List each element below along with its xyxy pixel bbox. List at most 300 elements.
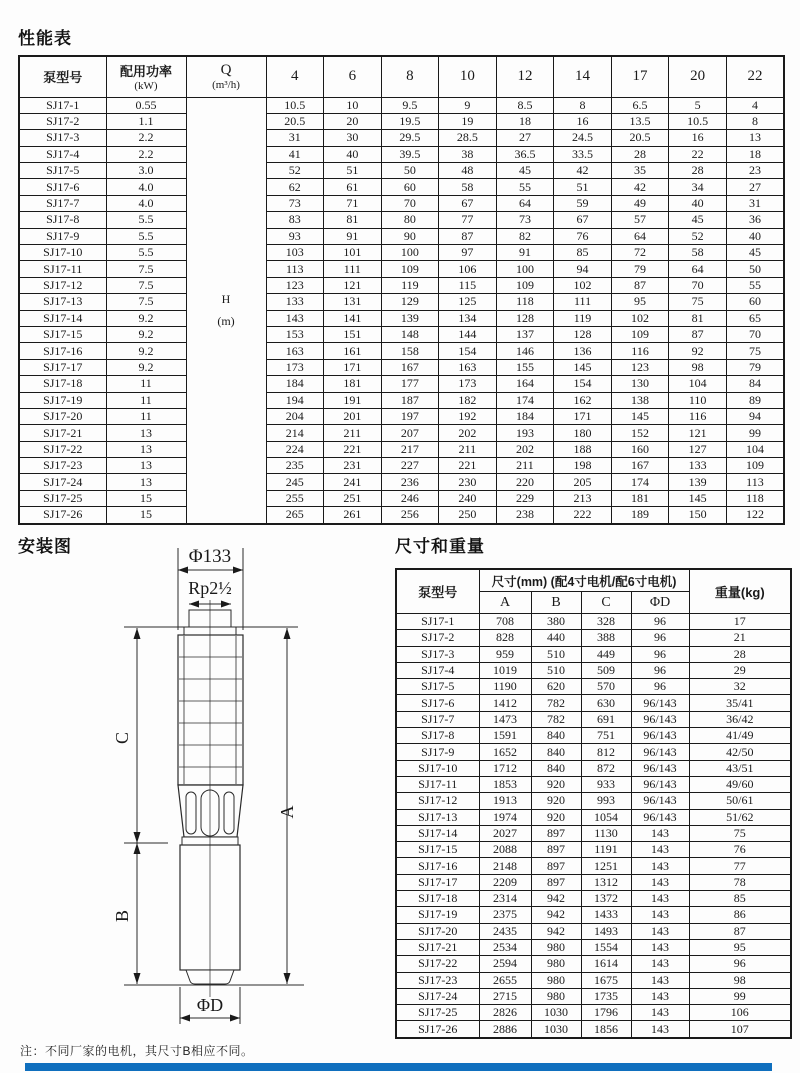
dim-a-cell: 708 (479, 614, 531, 630)
dim-b-cell: 782 (531, 695, 581, 711)
weight-cell: 96 (689, 956, 791, 972)
head-value-cell: 18 (496, 113, 554, 129)
performance-row (19, 277, 784, 293)
power-cell: 13 (106, 458, 186, 474)
dim-d-cell: 96 (631, 614, 689, 630)
col-header-flow-10: 10 (439, 56, 497, 97)
pump-model-cell: SJ17-19 (19, 392, 106, 408)
head-value-cell: 123 (266, 277, 324, 293)
dim-b-cell: 440 (531, 630, 581, 646)
head-value-cell: 6.5 (611, 97, 669, 113)
power-cell: 1.1 (106, 113, 186, 129)
head-value-cell: 58 (439, 179, 497, 195)
pump-model-cell: SJ17-4 (19, 146, 106, 162)
head-value-cell: 173 (439, 376, 497, 392)
head-value-cell: 113 (266, 261, 324, 277)
head-value-cell: 40 (669, 195, 727, 211)
head-value-cell: 27 (496, 130, 554, 146)
head-value-cell: 240 (439, 490, 497, 506)
dim-b-cell: 782 (531, 711, 581, 727)
col-header-flow-4: 4 (266, 56, 324, 97)
dim-a-cell: 1591 (479, 728, 531, 744)
head-value-cell: 20.5 (611, 130, 669, 146)
dim-c-cell: 1130 (581, 825, 631, 841)
dimensions-row (396, 1021, 791, 1038)
performance-header-row (19, 56, 784, 97)
dim-d-cell: 96/143 (631, 760, 689, 776)
head-value-cell: 265 (266, 507, 324, 524)
performance-row (19, 294, 784, 310)
head-value-cell: 202 (496, 441, 554, 457)
dim-c-cell: 1054 (581, 809, 631, 825)
weight-cell: 21 (689, 630, 791, 646)
head-value-cell: 128 (496, 310, 554, 326)
head-value-cell: 55 (496, 179, 554, 195)
arrowhead (284, 628, 291, 639)
head-value-cell: 13 (726, 130, 784, 146)
dim-a-cell: 959 (479, 646, 531, 662)
head-value-cell: 184 (266, 376, 324, 392)
dim-b-cell: 840 (531, 728, 581, 744)
weight-cell: 78 (689, 874, 791, 890)
head-value-cell: 13.5 (611, 113, 669, 129)
weight-cell: 95 (689, 939, 791, 955)
dimensions-row (396, 858, 791, 874)
head-value-cell: 64 (669, 261, 727, 277)
head-value-cell: 39.5 (381, 146, 439, 162)
head-value-cell: 118 (726, 490, 784, 506)
pump-model-cell: SJ17-16 (19, 343, 106, 359)
head-value-cell: 97 (439, 245, 497, 261)
arrowhead (230, 1015, 240, 1022)
head-value-cell: 5 (669, 97, 727, 113)
pump-model-cell: SJ17-19 (396, 907, 479, 923)
head-value-cell: 9 (439, 97, 497, 113)
dimensions-row (396, 907, 791, 923)
dim-d-cell: 143 (631, 1021, 689, 1038)
head-value-cell: 246 (381, 490, 439, 506)
head-value-cell: 164 (496, 376, 554, 392)
pump-model-cell: SJ17-25 (396, 1005, 479, 1021)
pump-model-cell: SJ17-10 (396, 760, 479, 776)
head-value-cell: 87 (439, 228, 497, 244)
head-value-cell: 134 (439, 310, 497, 326)
head-value-cell: 51 (324, 163, 382, 179)
dimensions-row (396, 695, 791, 711)
performance-row (19, 392, 784, 408)
head-value-cell: 59 (554, 195, 612, 211)
head-value-cell: 136 (554, 343, 612, 359)
dim-d-cell: 143 (631, 923, 689, 939)
head-value-cell: 104 (669, 376, 727, 392)
dim-d-cell: 143 (631, 891, 689, 907)
suction-slot (186, 792, 196, 834)
performance-row (19, 507, 784, 524)
head-value-cell: 110 (669, 392, 727, 408)
head-value-cell: 167 (611, 458, 669, 474)
head-value-cell: 145 (554, 359, 612, 375)
head-value-cell: 30 (324, 130, 382, 146)
dim-c-cell: 933 (581, 776, 631, 792)
dim-a-cell: 828 (479, 630, 531, 646)
dim-d-cell: 96/143 (631, 695, 689, 711)
dim-b-cell: 380 (531, 614, 581, 630)
dim-b-cell: 920 (531, 793, 581, 809)
head-value-cell: 181 (324, 376, 382, 392)
head-value-cell: 50 (726, 261, 784, 277)
pump-model-cell: SJ17-9 (396, 744, 479, 760)
pump-model-cell: SJ17-7 (19, 195, 106, 211)
head-value-cell: 45 (496, 163, 554, 179)
head-value-cell: 188 (554, 441, 612, 457)
dimensions-header-row-1 (396, 569, 791, 592)
dim-a-cell: 2594 (479, 956, 531, 972)
head-value-cell: 139 (381, 310, 439, 326)
power-cell: 13 (106, 474, 186, 490)
dim-b-cell: 942 (531, 891, 581, 907)
pump-model-cell: SJ17-13 (19, 294, 106, 310)
dimensions-row (396, 891, 791, 907)
pump-model-cell: SJ17-20 (396, 923, 479, 939)
performance-row (19, 146, 784, 162)
weight-cell: 106 (689, 1005, 791, 1021)
weight-cell: 87 (689, 923, 791, 939)
head-value-cell: 171 (324, 359, 382, 375)
head-value-cell: 221 (439, 458, 497, 474)
head-value-cell: 91 (324, 228, 382, 244)
dim-d-cell: 143 (631, 825, 689, 841)
head-value-cell: 174 (496, 392, 554, 408)
head-value-cell: 62 (266, 179, 324, 195)
head-value-cell: 123 (611, 359, 669, 375)
head-value-cell: 22 (669, 146, 727, 162)
head-value-cell: 182 (439, 392, 497, 408)
head-value-cell: 111 (324, 261, 382, 277)
head-value-cell: 155 (496, 359, 554, 375)
head-value-cell: 148 (381, 326, 439, 342)
pump-model-cell: SJ17-17 (19, 359, 106, 375)
performance-row (19, 490, 784, 506)
pump-model-cell: SJ17-3 (19, 130, 106, 146)
head-value-cell: 151 (324, 326, 382, 342)
dim-d-cell: 96 (631, 646, 689, 662)
weight-cell: 86 (689, 907, 791, 923)
dim-b-cell: 1030 (531, 1005, 581, 1021)
weight-cell: 35/41 (689, 695, 791, 711)
weight-cell: 36/42 (689, 711, 791, 727)
arrowhead (134, 832, 141, 843)
head-value-cell: 16 (554, 113, 612, 129)
dim-b-cell: 840 (531, 760, 581, 776)
pump-model-cell: SJ17-24 (19, 474, 106, 490)
head-value-cell: 94 (554, 261, 612, 277)
head-value-cell: 150 (669, 507, 727, 524)
power-cell: 9.2 (106, 310, 186, 326)
head-value-cell: 236 (381, 474, 439, 490)
dim-b-cell: 980 (531, 939, 581, 955)
head-value-cell: 70 (669, 277, 727, 293)
arrowhead (284, 973, 291, 984)
head-value-cell: 42 (611, 179, 669, 195)
head-value-cell: 8 (554, 97, 612, 113)
head-value-cell: 33.5 (554, 146, 612, 162)
col-header-dim-c: C (581, 592, 631, 614)
head-value-cell: 23 (726, 163, 784, 179)
dim-c-cell: 812 (581, 744, 631, 760)
dimensions-row (396, 760, 791, 776)
dim-b-cell: 510 (531, 646, 581, 662)
performance-row (19, 458, 784, 474)
head-value-cell: 211 (439, 441, 497, 457)
pump-model-cell: SJ17-22 (19, 441, 106, 457)
head-value-cell: 72 (611, 245, 669, 261)
dim-a-cell: 2209 (479, 874, 531, 890)
head-value-cell: 20 (324, 113, 382, 129)
head-value-cell: 34 (669, 179, 727, 195)
head-value-cell: 42 (554, 163, 612, 179)
dim-a-cell: 1019 (479, 662, 531, 678)
dimensions-row (396, 1005, 791, 1021)
head-value-cell: 73 (496, 212, 554, 228)
pump-model-cell: SJ17-2 (396, 630, 479, 646)
head-value-cell: 154 (554, 376, 612, 392)
head-value-cell: 93 (266, 228, 324, 244)
dim-b-cell: 980 (531, 956, 581, 972)
performance-row (19, 130, 784, 146)
arrowhead (134, 628, 141, 639)
head-value-cell: 133 (669, 458, 727, 474)
dim-c-cell: 1735 (581, 988, 631, 1004)
head-value-cell: 35 (611, 163, 669, 179)
head-value-cell: 64 (611, 228, 669, 244)
head-value-cell: 49 (611, 195, 669, 211)
dim-label-b: B (112, 909, 132, 923)
head-value-cell: 94 (726, 408, 784, 424)
dimensions-row (396, 728, 791, 744)
dim-d-cell: 96 (631, 679, 689, 695)
dim-b-cell: 620 (531, 679, 581, 695)
head-unit-cell: H (m) (186, 97, 266, 524)
head-value-cell: 8 (726, 113, 784, 129)
head-value-cell: 197 (381, 408, 439, 424)
head-value-cell: 220 (496, 474, 554, 490)
dim-d-cell: 143 (631, 874, 689, 890)
head-value-cell: 60 (726, 294, 784, 310)
head-value-cell: 227 (381, 458, 439, 474)
head-value-cell: 139 (669, 474, 727, 490)
head-value-cell: 20.5 (266, 113, 324, 129)
dimensions-row (396, 646, 791, 662)
dim-b-cell: 897 (531, 874, 581, 890)
dim-b-cell: 920 (531, 809, 581, 825)
head-value-cell: 61 (324, 179, 382, 195)
head-value-cell: 251 (324, 490, 382, 506)
head-value-cell: 191 (324, 392, 382, 408)
head-value-cell: 10.5 (266, 97, 324, 113)
dimensions-row (396, 972, 791, 988)
dim-c-cell: 751 (581, 728, 631, 744)
dimensions-row (396, 988, 791, 1004)
head-value-cell: 194 (266, 392, 324, 408)
pump-model-cell: SJ17-22 (396, 956, 479, 972)
pump-model-cell: SJ17-13 (396, 809, 479, 825)
dim-a-cell: 1853 (479, 776, 531, 792)
head-value-cell: 16 (669, 130, 727, 146)
head-value-cell: 73 (266, 195, 324, 211)
arrowhead (134, 973, 141, 984)
head-value-cell: 40 (726, 228, 784, 244)
weight-cell: 41/49 (689, 728, 791, 744)
dim-c-cell: 1191 (581, 842, 631, 858)
pump-model-cell: SJ17-14 (19, 310, 106, 326)
head-value-cell: 145 (669, 490, 727, 506)
dim-b-cell: 942 (531, 923, 581, 939)
performance-row (19, 376, 784, 392)
power-cell: 7.5 (106, 261, 186, 277)
head-value-cell: 38 (439, 146, 497, 162)
power-cell: 13 (106, 441, 186, 457)
pump-model-cell: SJ17-5 (396, 679, 479, 695)
dim-a-cell: 2375 (479, 907, 531, 923)
head-value-cell: 91 (496, 245, 554, 261)
head-value-cell: 65 (726, 310, 784, 326)
head-value-cell: 201 (324, 408, 382, 424)
head-value-cell: 19.5 (381, 113, 439, 129)
head-value-cell: 229 (496, 490, 554, 506)
installation-diagram (16, 540, 386, 1040)
head-value-cell: 130 (611, 376, 669, 392)
head-value-cell: 211 (324, 425, 382, 441)
head-value-cell: 77 (439, 212, 497, 228)
head-value-cell: 192 (439, 408, 497, 424)
performance-title: 性能表 (18, 29, 72, 48)
dimensions-row (396, 842, 791, 858)
pump-model-cell: SJ17-25 (19, 490, 106, 506)
head-value-cell: 51 (554, 179, 612, 195)
head-value-cell: 76 (554, 228, 612, 244)
head-value-cell: 187 (381, 392, 439, 408)
dim-d-cell: 96/143 (631, 776, 689, 792)
head-value-cell: 173 (266, 359, 324, 375)
head-value-cell: 31 (266, 130, 324, 146)
performance-row (19, 245, 784, 261)
dimensions-row (396, 630, 791, 646)
head-value-cell: 109 (726, 458, 784, 474)
pump-model-cell: SJ17-21 (19, 425, 106, 441)
head-value-cell: 64 (496, 195, 554, 211)
head-value-cell: 125 (439, 294, 497, 310)
dim-c-cell: 630 (581, 695, 631, 711)
head-value-cell: 10.5 (669, 113, 727, 129)
dim-a-cell: 2534 (479, 939, 531, 955)
head-value-cell: 161 (324, 343, 382, 359)
head-value-cell: 27 (726, 179, 784, 195)
dimensions-row (396, 923, 791, 939)
dim-c-cell: 1372 (581, 891, 631, 907)
head-value-cell: 79 (726, 359, 784, 375)
dimensions-row (396, 825, 791, 841)
pump-model-cell: SJ17-8 (396, 728, 479, 744)
head-value-cell: 121 (669, 425, 727, 441)
head-value-cell: 119 (554, 310, 612, 326)
performance-row (19, 343, 784, 359)
head-value-cell: 58 (669, 245, 727, 261)
dim-c-cell: 388 (581, 630, 631, 646)
head-value-cell: 214 (266, 425, 324, 441)
dim-b-cell: 942 (531, 907, 581, 923)
head-value-cell: 81 (324, 212, 382, 228)
head-value-cell: 116 (669, 408, 727, 424)
dim-d-cell: 143 (631, 858, 689, 874)
dim-d-cell: 143 (631, 988, 689, 1004)
performance-row (19, 359, 784, 375)
dim-a-cell: 2314 (479, 891, 531, 907)
power-cell: 5.5 (106, 245, 186, 261)
head-value-cell: 85 (554, 245, 612, 261)
col-header-flow-8: 8 (381, 56, 439, 97)
head-value-cell: 100 (496, 261, 554, 277)
head-value-cell: 102 (611, 310, 669, 326)
col-header-power: 配用功率 (kW) (106, 56, 186, 97)
pump-model-cell: SJ17-16 (396, 858, 479, 874)
arrowhead (189, 601, 199, 608)
weight-cell: 28 (689, 646, 791, 662)
head-value-cell: 238 (496, 507, 554, 524)
head-value-cell: 57 (611, 212, 669, 228)
head-value-cell: 211 (496, 458, 554, 474)
dim-c-cell: 509 (581, 662, 631, 678)
dim-b-cell: 897 (531, 858, 581, 874)
dim-c-cell: 1614 (581, 956, 631, 972)
dim-c-cell: 570 (581, 679, 631, 695)
head-value-cell: 98 (669, 359, 727, 375)
installation-title: 安装图 (18, 537, 72, 556)
head-value-cell: 202 (439, 425, 497, 441)
power-cell: 0.55 (106, 97, 186, 113)
power-cell: 3.0 (106, 163, 186, 179)
col-header-pump-model: 泵型号 (19, 56, 106, 97)
dim-c-cell: 1554 (581, 939, 631, 955)
head-value-cell: 9.5 (381, 97, 439, 113)
dim-c-cell: 1251 (581, 858, 631, 874)
dimensions-table (395, 568, 792, 1039)
weight-cell: 77 (689, 858, 791, 874)
head-value-cell: 104 (726, 441, 784, 457)
weight-cell: 49/60 (689, 776, 791, 792)
head-value-cell: 101 (324, 245, 382, 261)
head-value-cell: 113 (726, 474, 784, 490)
power-cell: 13 (106, 425, 186, 441)
head-value-cell: 167 (381, 359, 439, 375)
dim-d-cell: 143 (631, 972, 689, 988)
dim-a-cell: 2027 (479, 825, 531, 841)
head-value-cell: 217 (381, 441, 439, 457)
head-value-cell: 31 (726, 195, 784, 211)
dim-a-cell: 1712 (479, 760, 531, 776)
head-value-cell: 133 (266, 294, 324, 310)
dim-d-cell: 143 (631, 907, 689, 923)
power-cell: 11 (106, 392, 186, 408)
dim-label-c: C (112, 731, 132, 745)
col-header-dimensions-group: 尺寸(mm) (配4寸电机/配6寸电机) (479, 569, 689, 592)
head-value-cell: 137 (496, 326, 554, 342)
pump-model-cell: SJ17-24 (396, 988, 479, 1004)
head-value-cell: 146 (496, 343, 554, 359)
head-value-cell: 100 (381, 245, 439, 261)
dim-c-cell: 1796 (581, 1005, 631, 1021)
head-value-cell: 28 (669, 163, 727, 179)
head-value-cell: 189 (611, 507, 669, 524)
